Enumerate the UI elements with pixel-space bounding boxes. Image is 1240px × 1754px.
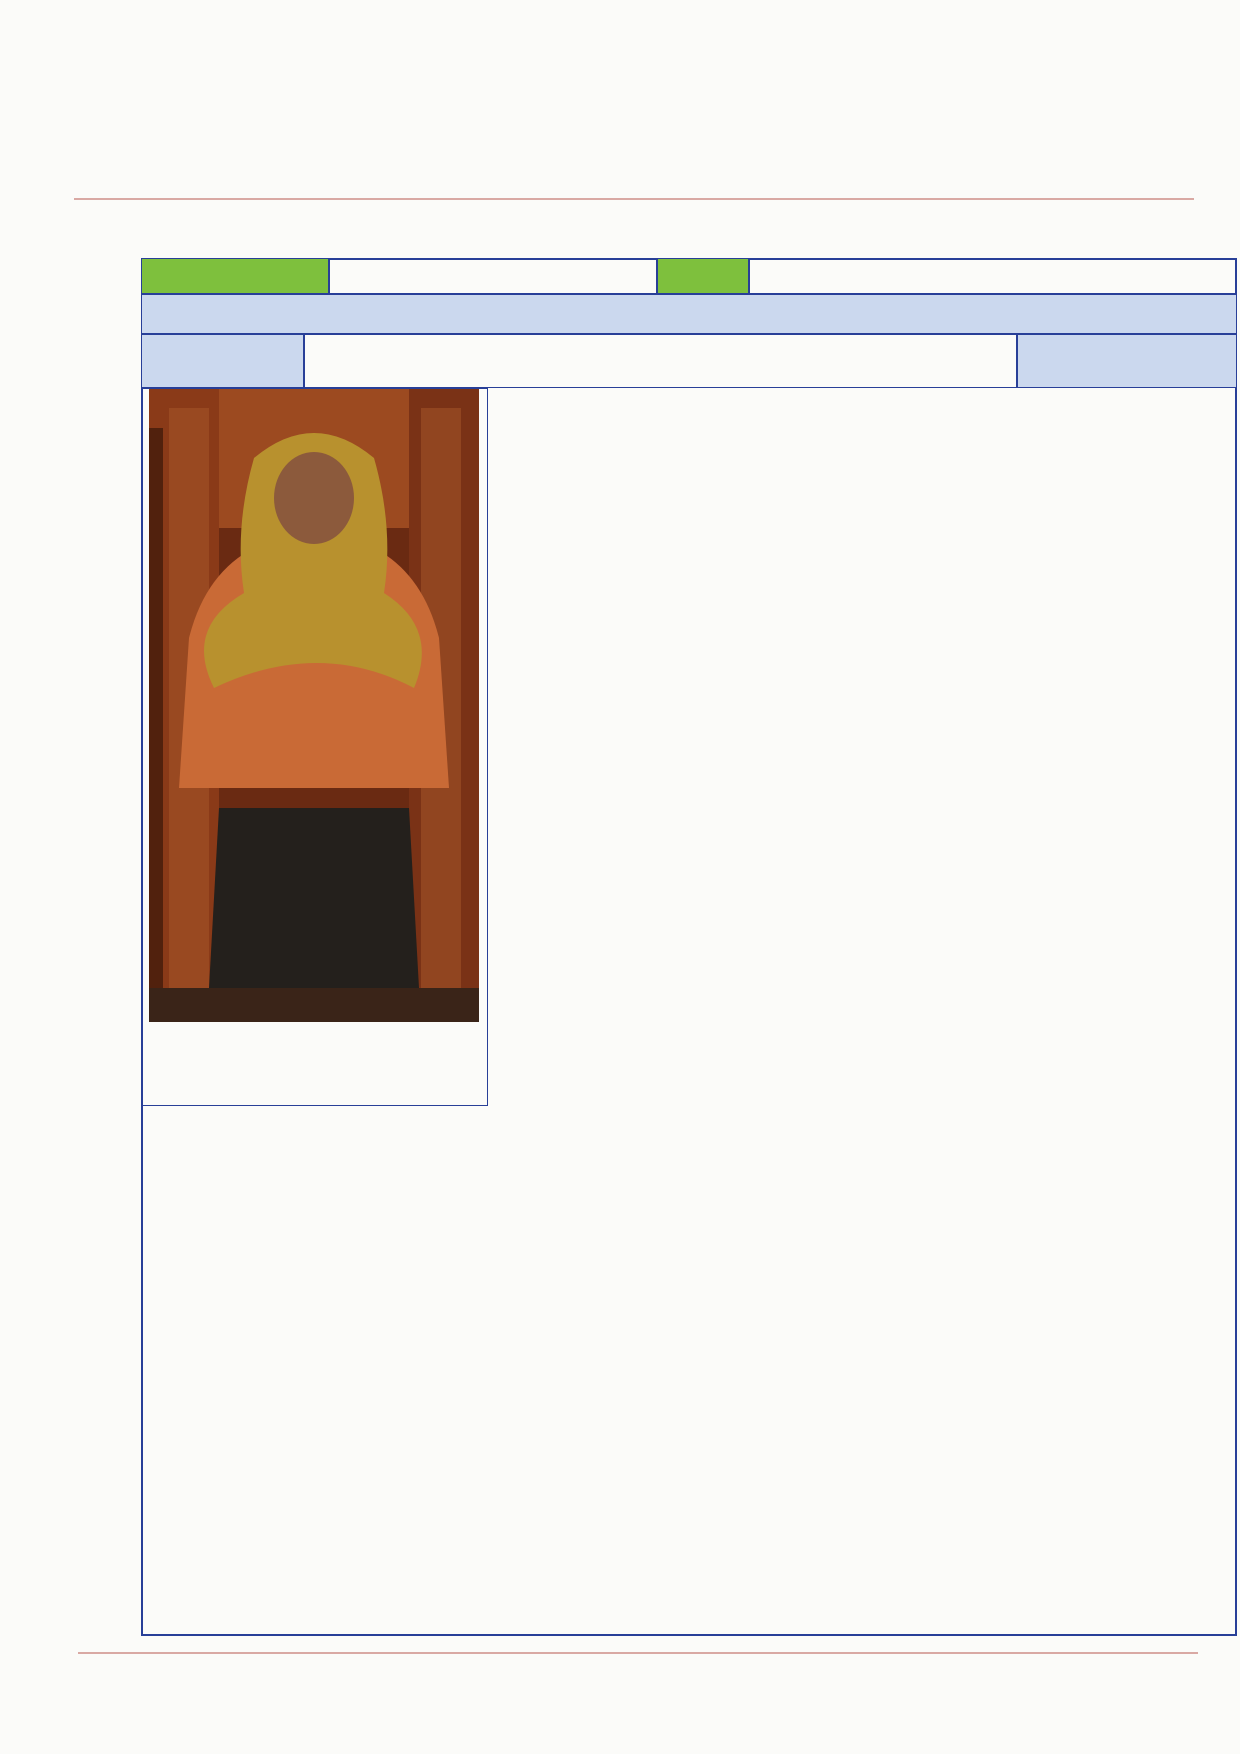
- footer-divider: [78, 1652, 1198, 1654]
- full-name-value: [304, 334, 1017, 388]
- code-value: [329, 258, 657, 294]
- full-name-label: [141, 334, 304, 388]
- position-applied: [749, 258, 1237, 294]
- form-title: [141, 294, 1237, 334]
- full-name-arabic: [1017, 334, 1237, 388]
- code-label: [141, 258, 329, 294]
- for-label: [657, 258, 749, 294]
- photo-box: [141, 388, 488, 1106]
- header-divider: [74, 198, 1194, 200]
